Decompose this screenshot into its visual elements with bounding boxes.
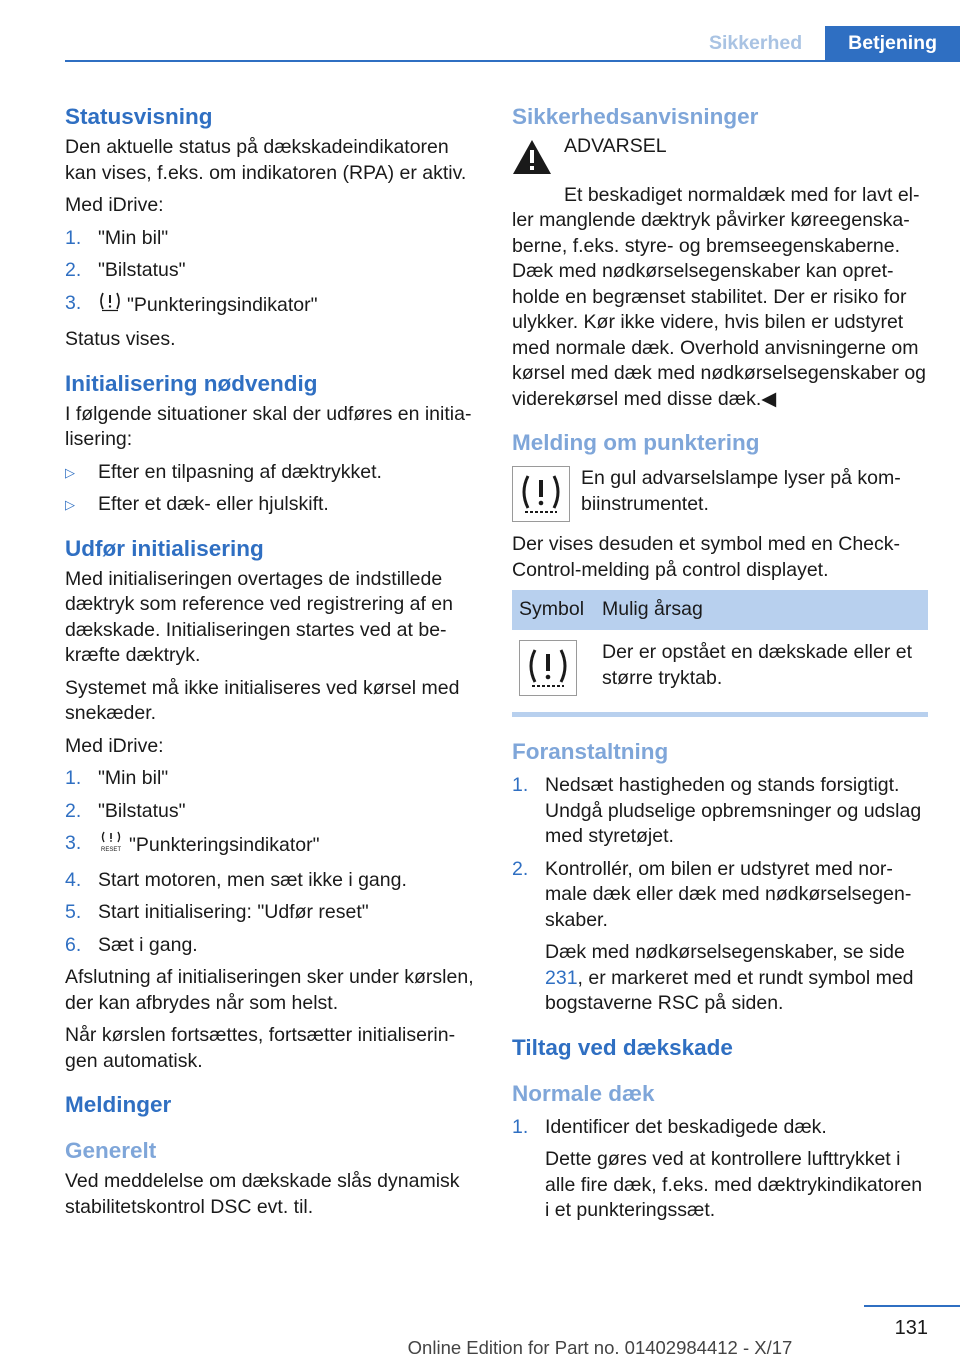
step-text: Kontrollér, om bilen er udstyret med normale dæk eller dæk med nødkørselsegenskaber. <box>545 857 912 931</box>
status-shown-text: Status vises. <box>65 328 176 350</box>
step-number: 2. <box>512 857 529 880</box>
safety-title: Sikkerhedsanvisninger <box>512 104 759 129</box>
step-number: 1. <box>65 226 82 249</box>
step-text: "Bilstatus" <box>98 259 186 281</box>
list-item <box>65 799 477 825</box>
tire-reset-icon <box>98 831 124 861</box>
tire-warning-icon <box>98 291 122 321</box>
tab-betjening[interactable]: Betjening <box>825 26 960 62</box>
step-number: 6. <box>65 933 82 956</box>
edition-footer: Online Edition for Part no. 01402984412 - X/17 <box>407 1337 793 1358</box>
step-text: Sæt i gang. <box>98 933 198 956</box>
symbol-table <box>512 590 928 708</box>
tab-sikkerhed[interactable]: Sikkerhed <box>686 26 825 62</box>
warning-triangle-icon <box>512 139 552 183</box>
step-number: 1. <box>65 767 82 789</box>
step-number: 3. <box>65 832 82 854</box>
step-note: Dette gøres ved at kontrollere lufttrykket i alle fire dæk, f.eks. med dæktrykindikatoren i et punkteringssæt. <box>545 1148 923 1221</box>
list-item <box>512 857 928 1017</box>
right-column <box>512 102 928 1231</box>
list-item <box>65 291 477 321</box>
table-header-cause: Mulig årsag <box>595 590 928 630</box>
snow-chain-text: Systemet må ikke initialiseres ved kørsel med snekæder. <box>65 676 460 724</box>
page-link[interactable]: 231 <box>545 966 578 989</box>
table-cell-cause: Der er opstået en dækskade eller et større tryktab. <box>602 641 913 689</box>
list-item <box>65 492 477 518</box>
list-item <box>512 773 928 850</box>
warning-heading: ADVARSEL <box>564 135 667 157</box>
page-number-rule <box>864 1305 960 1307</box>
triangle-bullet-icon: ▷ <box>65 464 75 480</box>
list-item <box>65 831 477 861</box>
measures-list <box>512 773 928 1017</box>
table-row <box>512 630 928 708</box>
with-idrive-label: Med iDrive: <box>65 194 164 216</box>
step-number: 2. <box>65 259 82 281</box>
step-text: Identificer det beskadigede dæk. <box>545 1115 827 1138</box>
warning-block <box>512 135 928 183</box>
list-item <box>65 766 477 792</box>
puncture-lamp-row <box>512 466 928 522</box>
step-number: 4. <box>65 868 82 891</box>
list-item <box>65 868 477 894</box>
table-header-symbol: Symbol <box>512 590 595 630</box>
step-note <box>545 940 928 1017</box>
chapter-tabs <box>686 26 960 62</box>
tire-warning-icon <box>512 466 570 522</box>
with-idrive-label: Med iDrive: <box>65 734 164 757</box>
init-needed-title: Initialisering nødvendig <box>65 370 318 396</box>
step-text: Nedsæt hastigheden og stands forsigtigt. Undgå pludselige opbremsninger og udslag med styretøjet. <box>545 774 922 847</box>
step-number: 1. <box>512 774 529 796</box>
warning-text: Et beskadiget normaldæk med for lavt eller manglende dæktryk påvirker køreegenskaberne, f.eks. styre- og bremseegenskaberne. Dæk med nødkørselsegenskaber kan opretholde en begrænset stabilitet. Der er risiko for ulykker. Kør ikke videre, hvis bilen er udstyret med normale dæk. Overhold anvisningerne om kørsel med dæk med nødkørselsegenskaber og viderekørsel med disse dæk.◀ <box>512 183 927 410</box>
finish-text: Afslutning af initialiseringen sker under kørslen, der kan afbrydes når som helst. <box>65 966 474 1014</box>
list-item <box>65 460 477 486</box>
general-text: Ved meddelelse om dækskade slås dynamisk stabilitetskontrol DSC evt. til. <box>65 1170 460 1218</box>
list-item <box>65 900 477 926</box>
step-number: 5. <box>65 901 82 923</box>
perform-text: Med initialiseringen overtages de indstillede dæktryk som reference ved registrering af en dækskade. Initialiseringen startes ved at bekræfte dæktryk. <box>65 567 454 666</box>
status-text: Den aktuelle status på dækskadeindikatoren kan vises, f.eks. om indikatoren (RPA) er aktiv. <box>65 136 467 184</box>
step-text: "Bilstatus" <box>98 799 186 822</box>
step-text: "Punkteringsindikator" <box>127 293 318 316</box>
perform-title: Udfør initialisering <box>65 535 264 561</box>
init-bullets <box>65 460 477 518</box>
continue-text: Når kørslen fortsættes, fortsætter initialiseringen automatisk. <box>65 1024 456 1072</box>
messages-title: Meldinger <box>65 1092 172 1117</box>
perform-steps <box>65 766 477 958</box>
triangle-bullet-icon: ▷ <box>65 497 75 512</box>
header-rule <box>65 60 960 62</box>
table-header-row <box>512 590 928 630</box>
reset-icon-label: RESET <box>100 847 122 853</box>
table-bottom-rule <box>512 712 928 717</box>
step-text: "Punkteringsindikator" <box>129 833 320 856</box>
list-item <box>65 226 477 252</box>
bullet-text: Efter et dæk- eller hjulskift. <box>98 493 329 515</box>
damage-title: Tiltag ved dækskade <box>512 1034 733 1060</box>
page-number: 131 <box>894 1317 928 1339</box>
general-title: Generelt <box>65 1138 157 1163</box>
puncture-text: En gul advarselslampe lyser på kombiinstrumentet. <box>581 467 901 515</box>
step-text: Start initialisering: "Udfør reset" <box>98 901 369 923</box>
normal-tires-title: Normale dæk <box>512 1080 655 1106</box>
step-number: 2. <box>65 799 82 822</box>
measures-title: Foranstaltning <box>512 739 669 764</box>
table-cell-symbol <box>512 630 595 708</box>
bullet-text: Efter en tilpasning af dæktrykket. <box>98 460 382 483</box>
list-item <box>65 933 477 959</box>
step-text: Start motoren, men sæt ikke i gang. <box>98 868 407 891</box>
status-steps <box>65 226 477 321</box>
init-needed-text: I følgende situationer skal der udføres en initialisering: <box>65 402 472 450</box>
tire-warning-icon <box>519 640 577 696</box>
note-text: Dæk med nødkørselsegenskaber, se side <box>545 941 905 963</box>
step-number: 3. <box>65 291 82 314</box>
step-text: "Min bil" <box>98 226 169 249</box>
note-text: , er markeret med et rundt symbol med bogstaverne RSC på siden. <box>545 966 914 1014</box>
list-item <box>512 1115 928 1224</box>
step-number: 1. <box>512 1115 529 1138</box>
step-text: "Min bil" <box>98 767 169 789</box>
puncture-title: Melding om punktering <box>512 430 760 455</box>
left-column <box>65 102 477 1227</box>
status-title: Statusvisning <box>65 104 213 129</box>
check-control-text: Der vises desuden et symbol med en Check-Control-melding på control displayet. <box>512 533 901 581</box>
normal-tires-list <box>512 1115 928 1224</box>
list-item <box>65 258 477 284</box>
